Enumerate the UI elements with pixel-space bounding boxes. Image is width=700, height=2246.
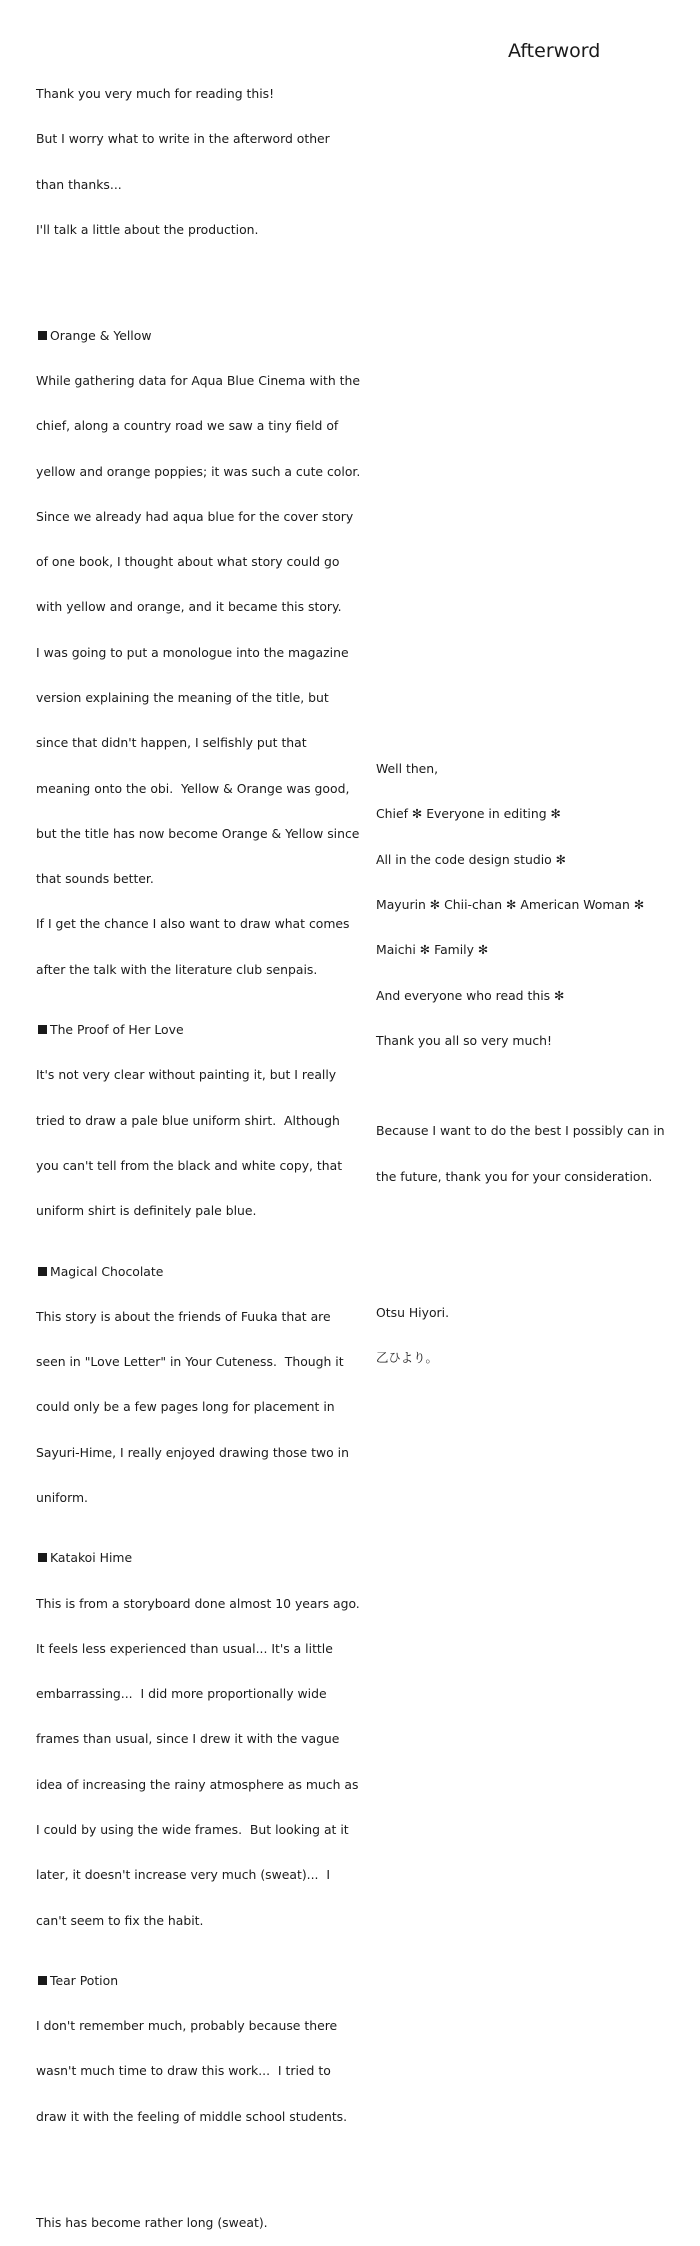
body-line: meaning onto the obi. Yellow & Orange was good, bbox=[36, 780, 350, 796]
body-line: yellow and orange poppies; it was such a cute color. bbox=[36, 463, 361, 479]
body-line: with yellow and orange, and it became this story. bbox=[36, 599, 342, 615]
thanks-line: Mayurin ✻ Chii-chan ✻ American Woman ✻ bbox=[376, 897, 645, 913]
body-line: of one book, I thought about what story could go bbox=[36, 554, 340, 570]
body-line: frames than usual, since I drew it with the vague bbox=[36, 1731, 340, 1747]
body-line: uniform. bbox=[36, 1489, 88, 1505]
body-line: This story is about the friends of Fuuka that are bbox=[36, 1308, 331, 1324]
body-line: This is from a storyboard done almost 10 years ago. bbox=[36, 1595, 360, 1611]
body-line: idea of increasing the rainy atmosphere as much as bbox=[36, 1776, 359, 1792]
section-heading bbox=[36, 1264, 370, 1279]
thanks-line: Maichi ✻ Family ✻ bbox=[376, 942, 489, 958]
thanks-line: Chief ✻ Everyone in editing ✻ bbox=[376, 806, 561, 822]
page-title: Afterword bbox=[508, 40, 601, 62]
section-heading bbox=[36, 328, 370, 343]
body-line: but the title has now become Orange & Yellow since bbox=[36, 825, 360, 841]
section-heading-text: Katakoi Hime bbox=[50, 1550, 133, 1566]
body-line: If I get the chance I also want to draw what comes bbox=[36, 916, 350, 932]
body-line: you can't tell from the black and white copy, that bbox=[36, 1157, 343, 1173]
body-line: I could by using the wide frames. But looking at it bbox=[36, 1821, 349, 1837]
body-line: chief, along a country road we saw a tiny field of bbox=[36, 418, 339, 434]
body-line: version explaining the meaning of the title, but bbox=[36, 689, 329, 705]
body-line: I don't remember much, probably because there bbox=[36, 2018, 338, 2034]
closing-line: This has become rather long (sweat). bbox=[36, 2215, 268, 2231]
intro-line: Thank you very much for reading this! bbox=[36, 86, 275, 102]
body-line: Sayuri-Hime, I really enjoyed drawing those two in bbox=[36, 1444, 349, 1460]
square-bullet-icon bbox=[38, 331, 47, 340]
body-line: tried to draw a pale blue uniform shirt. Although bbox=[36, 1112, 340, 1128]
body-line: wasn't much time to draw this work... I tried to bbox=[36, 2063, 331, 2079]
section-heading-text: The Proof of Her Love bbox=[50, 1022, 184, 1037]
body-line: While gathering data for Aqua Blue Cinema with the bbox=[36, 372, 360, 388]
body-line: It feels less experienced than usual... It's a little bbox=[36, 1640, 333, 1656]
body-line: embarrassing... I did more proportionally wide bbox=[36, 1686, 327, 1702]
body-line: Since we already had aqua blue for the cover story bbox=[36, 508, 354, 524]
section-heading-text: Tear Potion bbox=[50, 1972, 119, 1988]
thanks-line: All in the code design studio ✻ bbox=[376, 851, 567, 867]
square-bullet-icon bbox=[38, 1025, 47, 1034]
square-bullet-icon bbox=[38, 1976, 47, 1985]
thanks-line: Well then, bbox=[376, 761, 439, 777]
intro-line: than thanks... bbox=[36, 176, 122, 192]
intro-line: But I worry what to write in the afterword other bbox=[36, 131, 330, 147]
thanks-line: And everyone who read this ✻ bbox=[376, 987, 565, 1003]
section-heading bbox=[36, 1022, 370, 1037]
body-line: since that didn't happen, I selfishly put that bbox=[36, 735, 307, 751]
body-line: I was going to put a monologue into the magazine bbox=[36, 644, 349, 660]
thanks-line: Thank you all so very much! bbox=[376, 1032, 552, 1048]
signature-line: Otsu Hiyori. bbox=[376, 1304, 450, 1320]
section-heading bbox=[36, 1973, 370, 1988]
signature-line: 乙ひより。 bbox=[376, 1349, 438, 1365]
body-line: after the talk with the literature club senpais. bbox=[36, 961, 318, 977]
future-line: the future, thank you for your consideration. bbox=[376, 1168, 653, 1184]
section-heading-text: Orange & Yellow bbox=[50, 327, 152, 343]
body-line: draw it with the feeling of middle school students. bbox=[36, 2108, 348, 2124]
body-line: later, it doesn't increase very much (sweat)... I bbox=[36, 1867, 330, 1883]
intro-line: I'll talk a little about the production. bbox=[36, 222, 259, 238]
section-heading bbox=[36, 1550, 370, 1565]
square-bullet-icon bbox=[38, 1267, 47, 1276]
body-line: can't seem to fix the habit. bbox=[36, 1912, 204, 1928]
left-column bbox=[36, 56, 370, 2246]
body-line: uniform shirt is definitely pale blue. bbox=[36, 1203, 257, 1219]
body-line: could only be a few pages long for placement in bbox=[36, 1399, 335, 1415]
body-line: It's not very clear without painting it, but I really bbox=[36, 1067, 337, 1083]
body-line: seen in "Love Letter" in Your Cuteness. Though it bbox=[36, 1354, 344, 1370]
section-heading-text: Magical Chocolate bbox=[50, 1263, 164, 1279]
right-column bbox=[376, 731, 688, 1380]
future-line: Because I want to do the best I possibly can in bbox=[376, 1123, 665, 1139]
body-line: that sounds better. bbox=[36, 871, 154, 887]
square-bullet-icon bbox=[38, 1553, 47, 1562]
